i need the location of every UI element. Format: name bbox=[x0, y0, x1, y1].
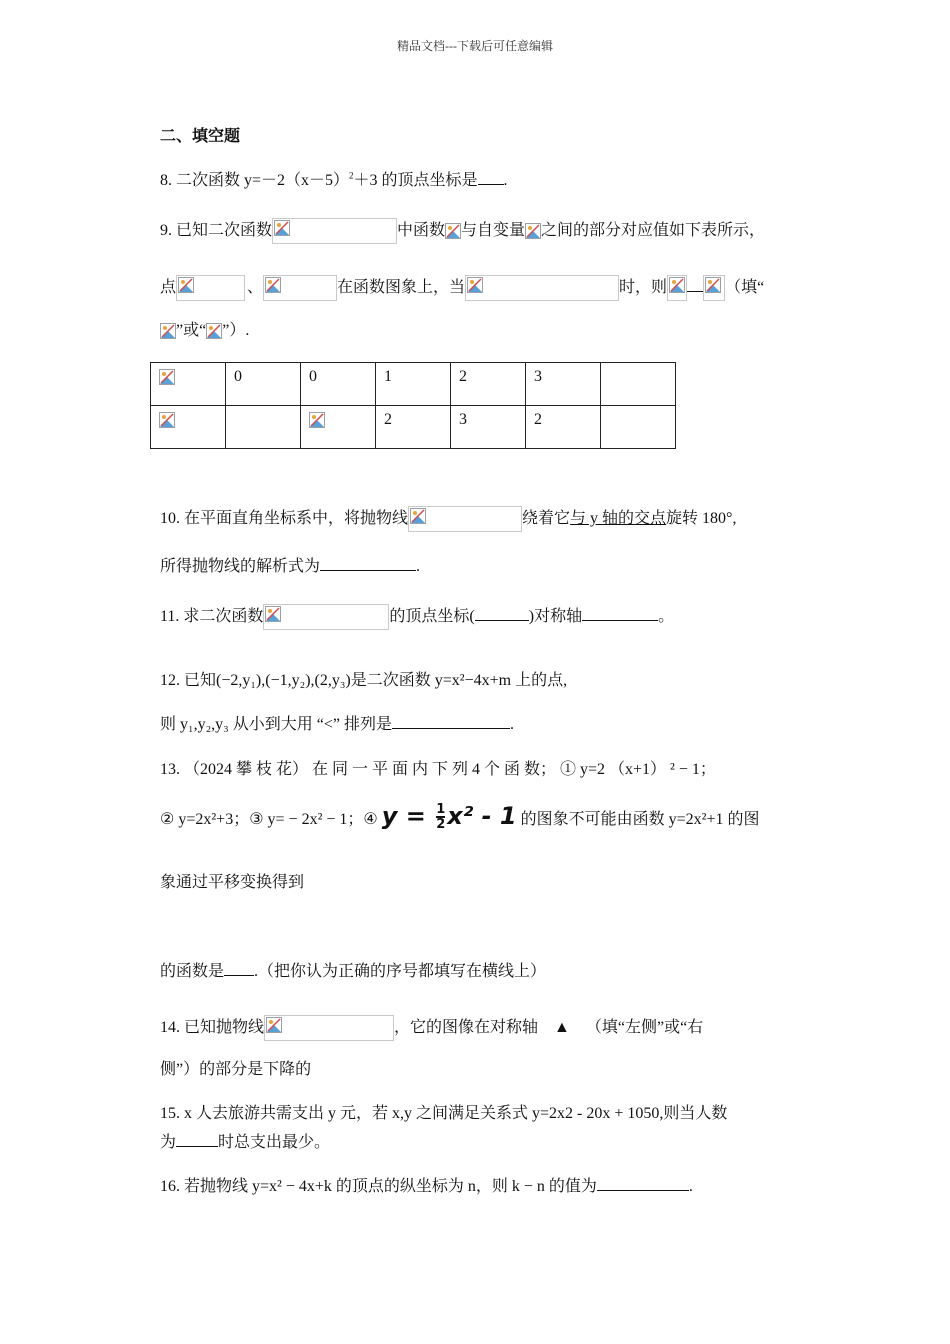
broken-image-icon bbox=[410, 508, 426, 524]
formula-image-placeholder bbox=[263, 275, 337, 301]
q11-text-3: )对称轴 bbox=[528, 608, 583, 625]
q11-text-1: 求二次函数 bbox=[183, 608, 264, 625]
equation-lhs: y = bbox=[381, 802, 426, 830]
q13-answer-blank bbox=[224, 961, 254, 976]
q9-text-7: 在函数图象上，当 bbox=[337, 279, 466, 296]
fraction-denominator: 2 bbox=[436, 817, 446, 832]
q9-text-9: （填“ bbox=[725, 279, 765, 296]
q9-text-5: 点 bbox=[160, 279, 177, 296]
broken-image-icon bbox=[265, 277, 281, 293]
formula-image-placeholder bbox=[176, 275, 245, 301]
q11-axis-blank bbox=[582, 606, 658, 621]
question-12-line-1 bbox=[160, 667, 567, 690]
q13-text-4a: 的函数是 bbox=[160, 963, 225, 980]
q15-text-2a: 为 bbox=[160, 1134, 177, 1151]
q10-text-2: 绕着它 bbox=[522, 510, 571, 527]
question-10-line-2 bbox=[160, 553, 420, 576]
broken-image-icon bbox=[525, 223, 541, 239]
q12-number: 12. bbox=[160, 672, 180, 689]
q8-text-2: ＋3 的顶点坐标是 bbox=[353, 172, 478, 189]
q14-text-2: ，它的图像在对称轴 bbox=[394, 1019, 539, 1036]
formula-image-placeholder bbox=[408, 506, 522, 532]
q14-text-4: 侧”）的部分是下降的 bbox=[160, 1061, 312, 1078]
equation-image bbox=[382, 802, 517, 830]
formula-image-placeholder bbox=[263, 604, 389, 630]
broken-image-icon bbox=[266, 1017, 282, 1033]
formula-image-placeholder bbox=[703, 275, 725, 301]
question-13-line-2 bbox=[160, 794, 760, 842]
broken-image-icon bbox=[206, 323, 222, 339]
broken-image-icon bbox=[669, 277, 685, 293]
formula-image-placeholder bbox=[264, 1015, 394, 1041]
q11-text-4: 。 bbox=[658, 608, 675, 625]
question-13-line-4 bbox=[160, 958, 546, 981]
page-header: 精品文档---下载后可任意编辑 bbox=[397, 39, 553, 53]
broken-image-icon bbox=[160, 323, 176, 339]
q10-text-1: 在平面直角坐标系中，将抛物线 bbox=[184, 510, 409, 527]
q9-text-11: ”）. bbox=[222, 322, 250, 339]
q8-end: . bbox=[503, 172, 508, 189]
table-cell bbox=[226, 406, 301, 449]
question-8 bbox=[160, 167, 508, 190]
table-cell bbox=[601, 363, 676, 406]
broken-image-icon bbox=[274, 220, 290, 236]
q10-number: 10. bbox=[160, 510, 180, 527]
question-13-line-3 bbox=[160, 869, 304, 892]
q10-text-4: 旋转 180°, bbox=[666, 510, 737, 527]
q12-text-1: 已知(−2,y₁),(−1,y₂),(2,y₃)是二次函数 y=x²−4x+m 上的点, bbox=[184, 672, 568, 689]
table-cell: 0 bbox=[301, 363, 376, 406]
q9-text-3: 与自变量 bbox=[461, 222, 526, 239]
question-16 bbox=[160, 1173, 693, 1196]
q8-sup: 2 bbox=[349, 170, 354, 181]
q9-text-2: 中函数 bbox=[397, 222, 446, 239]
q12-answer-blank bbox=[392, 714, 510, 729]
q16-number: 16. bbox=[160, 1178, 180, 1195]
equation-fraction bbox=[436, 803, 445, 831]
q15-answer-blank bbox=[176, 1132, 218, 1147]
broken-image-icon bbox=[445, 223, 461, 239]
table-cell bbox=[151, 406, 226, 449]
q9-text-6: 、 bbox=[247, 279, 264, 296]
broken-image-icon bbox=[309, 412, 325, 428]
q9-text-8: 时，则 bbox=[619, 279, 668, 296]
broken-image-icon bbox=[159, 369, 175, 385]
q9-number: 9. bbox=[160, 222, 172, 239]
table-cell: 0 bbox=[226, 363, 301, 406]
question-14-line-1 bbox=[160, 1013, 703, 1043]
answer-triangle-icon: ▲ bbox=[554, 1019, 570, 1036]
q12-text-2: 则 y₁,y₂,y₃ 从小到大用 “<” 排列是 bbox=[160, 716, 392, 733]
q11-number: 11. bbox=[160, 608, 180, 625]
formula-image-placeholder bbox=[465, 275, 619, 301]
q16-end: . bbox=[688, 1178, 693, 1195]
formula-image-placeholder bbox=[667, 275, 687, 301]
q14-text-3: （填“左侧”或“右 bbox=[585, 1019, 704, 1036]
q11-vertex-blank bbox=[475, 606, 529, 621]
q14-text-1: 已知抛物线 bbox=[184, 1019, 265, 1036]
broken-image-icon bbox=[467, 277, 483, 293]
q13-text-2a: ② y=2x²+3；③ y= − 2x² − 1；④ bbox=[160, 811, 378, 828]
q8-answer-blank bbox=[478, 170, 504, 185]
q9-text-4: 之间的部分对应值如下表所示， bbox=[541, 222, 766, 239]
question-11 bbox=[160, 604, 674, 630]
table-cell: 3 bbox=[451, 406, 526, 449]
q10-end: . bbox=[416, 558, 421, 575]
q10-text-5: 所得抛物线的解析式为 bbox=[160, 558, 321, 575]
fraction-numerator: 1 bbox=[436, 802, 446, 817]
question-12-line-2 bbox=[160, 711, 514, 734]
q11-text-2: 的顶点坐标( bbox=[389, 608, 475, 625]
question-9-line-2 bbox=[160, 275, 764, 301]
q13-text-4b: .（把你认为正确的序号都填写在横线上） bbox=[254, 963, 547, 980]
q16-text-1: 若抛物线 y=x² − 4x+k 的顶点的纵坐标为 n，则 k − n 的值为 bbox=[184, 1178, 597, 1195]
table-cell: 2 bbox=[451, 363, 526, 406]
table-cell: 2 bbox=[526, 406, 601, 449]
q14-number: 14. bbox=[160, 1019, 180, 1036]
q13-text-1: （2024 攀 枝 花） 在 同 一 平 面 内 下 列 4 个 函 数； ① y=2 （x+1） ² − 1； bbox=[184, 761, 716, 778]
formula-image-placeholder bbox=[272, 218, 397, 244]
value-table bbox=[150, 362, 676, 449]
q9-text-1: 已知二次函数 bbox=[176, 222, 273, 239]
q15-text-2b: 时总支出最少。 bbox=[218, 1134, 331, 1151]
table-cell: 2 bbox=[376, 406, 451, 449]
q10-answer-blank bbox=[320, 556, 416, 571]
q8-number: 8. bbox=[160, 172, 172, 189]
q12-end: . bbox=[509, 716, 514, 733]
question-13-line-1 bbox=[160, 756, 716, 779]
q9-answer-blank bbox=[687, 277, 703, 292]
q13-text-3: 象通过平移变换得到 bbox=[160, 874, 305, 891]
question-10-line-1 bbox=[160, 506, 736, 532]
q13-text-2b: 的图象不可能由函数 y=2x²+1 的图 bbox=[520, 811, 760, 828]
broken-image-icon bbox=[178, 277, 194, 293]
table-row bbox=[151, 363, 676, 406]
table-cell: 1 bbox=[376, 363, 451, 406]
table-cell bbox=[301, 406, 376, 449]
table-row bbox=[151, 406, 676, 449]
q15-text-1: x 人去旅游共需支出 y 元，若 x,y 之间满足关系式 y=2x2 - 20x + 1050,则当人数 bbox=[184, 1105, 728, 1122]
broken-image-icon bbox=[159, 412, 175, 428]
question-9-line-1 bbox=[160, 218, 765, 244]
q9-text-10: ”或“ bbox=[176, 322, 207, 339]
question-15-line-2 bbox=[160, 1129, 330, 1152]
q13-number: 13. bbox=[160, 761, 180, 778]
question-9-line-3 bbox=[160, 320, 249, 342]
table-cell: 3 bbox=[526, 363, 601, 406]
q8-text: 二次函数 y=－2（x－5） bbox=[176, 172, 350, 189]
q15-number: 15. bbox=[160, 1105, 180, 1122]
q16-answer-blank bbox=[597, 1176, 689, 1191]
broken-image-icon bbox=[265, 606, 281, 622]
broken-image-icon bbox=[705, 277, 721, 293]
section-title: 二、填空题 bbox=[160, 128, 241, 145]
question-14-line-2 bbox=[160, 1056, 311, 1079]
q10-text-3: 与 y 轴的交点 bbox=[570, 510, 667, 527]
equation-rhs: x² - 1 bbox=[447, 802, 517, 830]
question-15-line-1 bbox=[160, 1100, 727, 1123]
table-cell bbox=[601, 406, 676, 449]
table-cell bbox=[151, 363, 226, 406]
